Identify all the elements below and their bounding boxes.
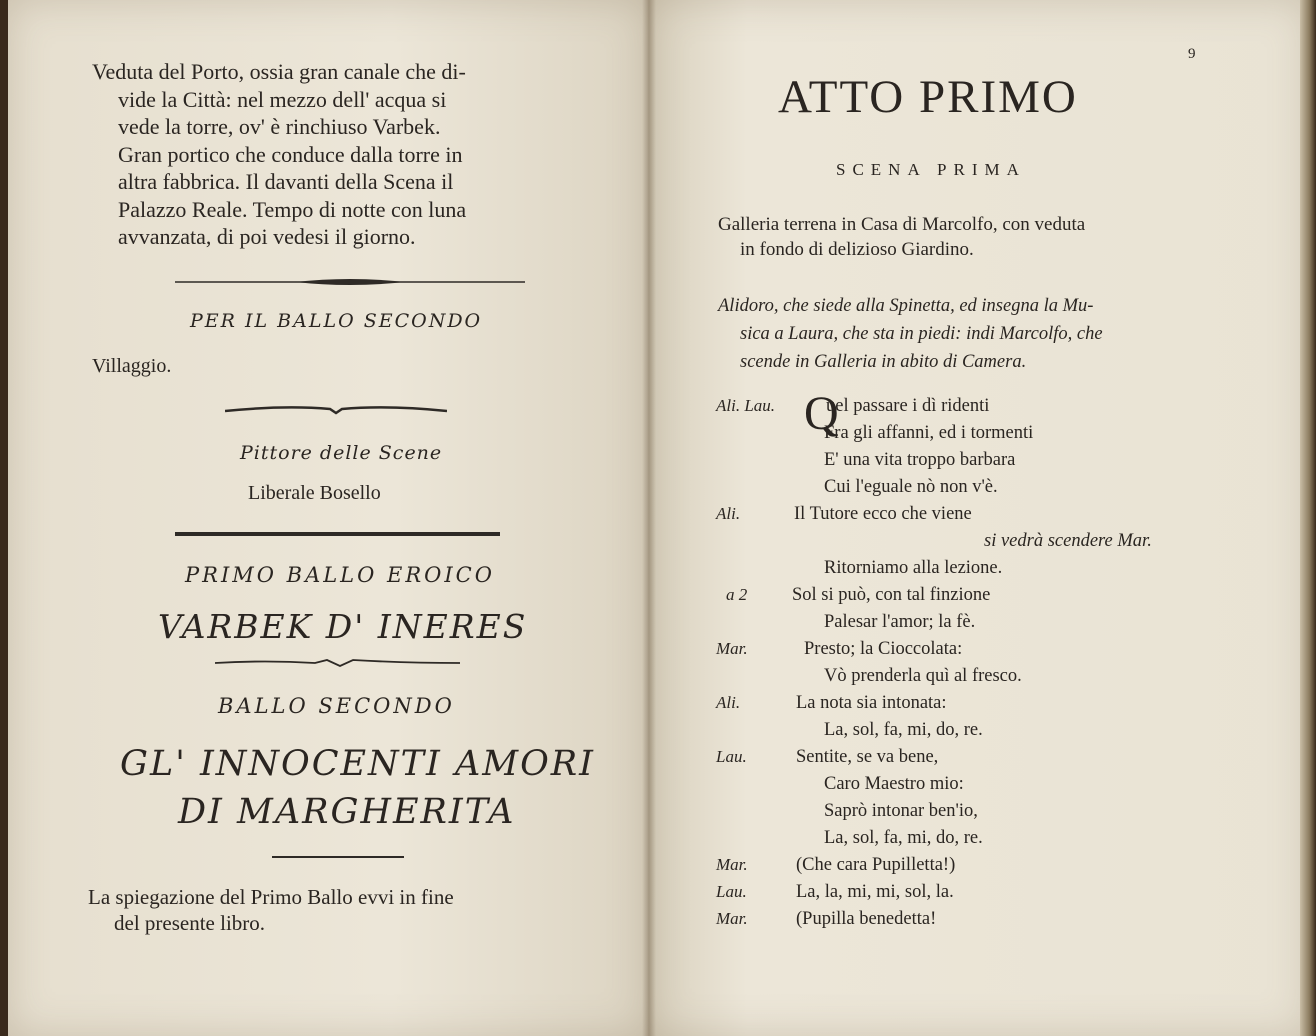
dialogue-line [716, 878, 1236, 905]
scena-heading: SCENA PRIMA [836, 160, 1026, 179]
dialogue-text: (Che cara Pupilletta!) [796, 855, 956, 875]
dialogue-line [716, 770, 1236, 797]
innocenti-title-line2: DI MARGHERITA [178, 792, 516, 832]
ballo-secondo-heading: BALLO SECONDO [218, 694, 455, 718]
speaker-label: a 2 [726, 585, 748, 604]
speaker-label: Ali. Lau. [716, 396, 776, 415]
dialogue-line [716, 419, 1236, 446]
ornamental-rule [225, 403, 447, 415]
dialogue-line [716, 662, 1236, 689]
dialogue-text: Palesar l'amor; la fè. [824, 612, 976, 632]
dialogue-line [716, 689, 1236, 716]
setting-line: avvanzata, di poi vedesi il giorno. [118, 224, 416, 249]
dialogue-line [716, 716, 1236, 743]
scene-setting-line: in fondo di delizioso Giardino. [740, 239, 974, 260]
dialogue-line [716, 635, 1236, 662]
dialogue-line [716, 743, 1236, 770]
dialogue-line [716, 473, 1236, 500]
pittore-name: Liberale Bosello [248, 482, 381, 504]
dialogue-line [716, 581, 1236, 608]
dialogue-text: (Pupilla benedetta! [796, 909, 937, 929]
dialogue-block [716, 387, 1236, 932]
dialogue-text: La, sol, fa, mi, do, re. [824, 828, 983, 848]
stage-direction-line: Alidoro, che siede alla Spinetta, ed insegna la Mu- [718, 296, 1094, 316]
stage-direction [718, 292, 1238, 376]
short-rule [272, 856, 404, 858]
dialogue-line [716, 608, 1236, 635]
drop-cap: Q [804, 387, 839, 440]
dialogue-line [716, 446, 1236, 473]
setting-line: vede la torre, ov' è rinchiuso Varbek. [118, 114, 441, 139]
stage-direction-line: sica a Laura, che sta in piedi: indi Marcolfo, che [740, 324, 1103, 344]
speaker-label: Lau. [716, 882, 747, 901]
pittore-heading: Pittore delle Scene [240, 442, 443, 464]
dialogue-text: Sentite, se va bene, [796, 747, 939, 767]
primo-ballo-heading: PRIMO BALLO EROICO [185, 563, 495, 587]
stage-direction-line: scende in Galleria in abito di Camera. [740, 352, 1027, 372]
dialogue-line [716, 554, 1236, 581]
ornamental-rule [175, 276, 525, 288]
stage-direction-text: si vedrà scendere Mar. [984, 531, 1152, 551]
per-ballo-heading: PER IL BALLO SECONDO [190, 310, 483, 332]
dialogue-text: Il Tutore ecco che viene [794, 504, 972, 524]
dialogue-text: Sol si può, con tal finzione [792, 585, 991, 605]
villaggio-text: Villaggio. [92, 355, 172, 377]
dialogue-line [716, 824, 1236, 851]
setting-line: Gran portico che conduce dalla torre in [118, 141, 463, 167]
dialogue-text: Caro Maestro mio: [824, 774, 964, 794]
page-number: 9 [1188, 46, 1196, 62]
dialogue-text: La, sol, fa, mi, do, re. [824, 720, 983, 740]
speaker-label: Lau. [716, 747, 747, 766]
dialogue-text: La, la, mi, mi, sol, la. [796, 882, 954, 902]
dialogue-line [716, 500, 1236, 527]
dialogue-text: Fra gli affanni, ed i tormenti [824, 423, 1034, 443]
dialogue-line [716, 527, 1236, 554]
speaker-label: Mar. [716, 855, 748, 874]
dialogue-text: Cui l'eguale nò non v'è. [824, 477, 998, 497]
dialogue-text: Presto; la Cioccolata: [804, 639, 963, 659]
dialogue-text: E' una vita troppo barbara [824, 450, 1016, 470]
innocenti-title-line1: GL' INNOCENTI AMORI [120, 744, 595, 784]
speaker-label: Mar. [716, 639, 748, 658]
dialogue-text: La nota sia intonata: [796, 693, 947, 713]
book-gutter [642, 0, 656, 1036]
thick-rule [175, 532, 500, 536]
page-edge [1300, 0, 1316, 1036]
dialogue-line [716, 851, 1236, 878]
scene-setting-line: Galleria terrena in Casa di Marcolfo, con veduta [718, 214, 1086, 235]
dialogue-text: uel passare i dì ridenti [826, 396, 990, 416]
setting-line: vide la Città: nel mezzo dell' acqua si [118, 86, 447, 112]
scene-setting [718, 212, 1238, 262]
speaker-label: Ali. [716, 693, 741, 712]
dialogue-text: Saprò intonar ben'io, [824, 801, 978, 821]
speaker-label: Ali. [716, 504, 741, 523]
varbek-title: VARBEK D' INERES [158, 607, 528, 646]
setting-line: altra fabbrica. Il davanti della Scena il [118, 169, 454, 194]
dialogue-text: Vò prenderla quì al fresco. [824, 666, 1022, 686]
dialogue-text: Ritorniamo alla lezione. [824, 558, 1003, 578]
atto-heading: ATTO PRIMO [778, 71, 1078, 123]
setting-description [92, 58, 592, 251]
setting-line: Veduta del Porto, ossia gran canale che di- [92, 59, 466, 84]
spiegazione-line: del presente libro. [114, 911, 266, 935]
spiegazione-note [88, 884, 588, 936]
spiegazione-line: La spiegazione del Primo Ballo evvi in fine [88, 885, 454, 909]
speaker-label: Mar. [716, 909, 748, 928]
ornamental-rule [215, 657, 460, 669]
setting-line: Palazzo Reale. Tempo di notte con luna [118, 196, 467, 222]
dialogue-line [716, 905, 1236, 932]
dialogue-line [716, 797, 1236, 824]
